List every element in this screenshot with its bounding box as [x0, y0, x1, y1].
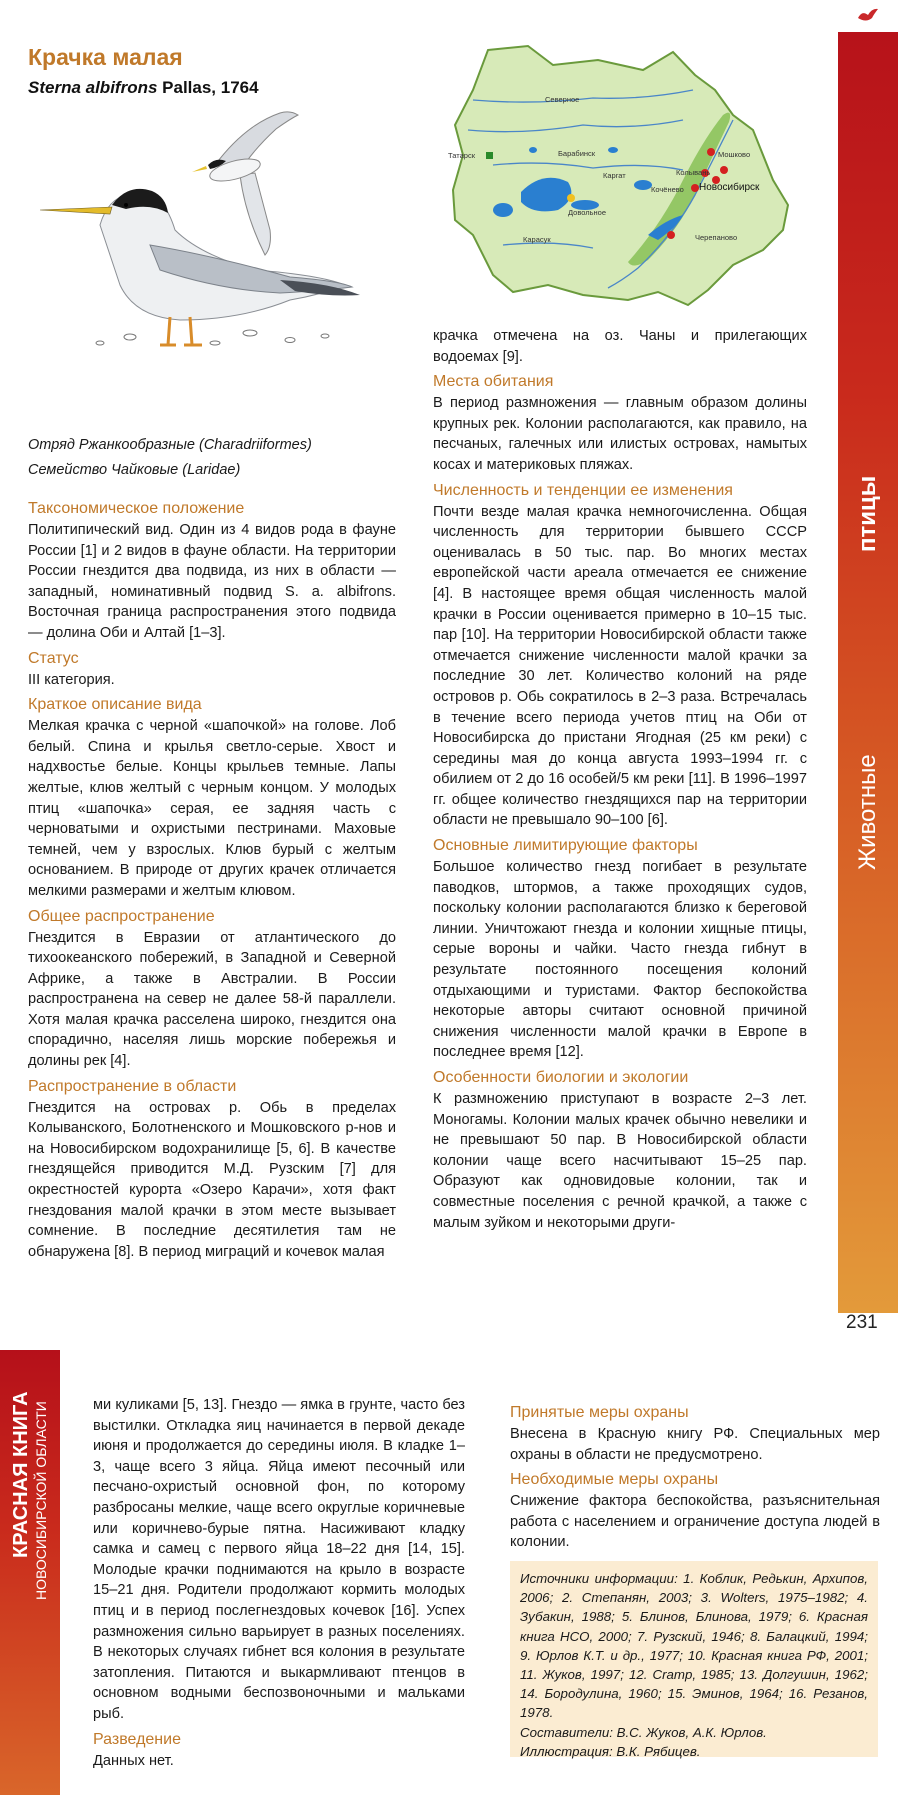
text-regional-range: Гнездится на островах р. Обь в пределах Колыванского, Болотненского и Мошковского р-нов и на Новосибирском водохранилище [5, 6]. В качестве гнездящейся приводится М.Д. Рузским [7] для окрестностей курорта «Озеро Карачи», хотя факт гнездования малой крачки в этом месте вызывает сомнение. В последние десятилетия там не обнаружена [8]. В период миграций и кочевок малая — [28, 1099, 396, 1260]
sources-text: Источники информации: 1. Коблик, Редькин, Архипов, 2006; 2. Степанян, 2003; 3. Wolters, 1975–1982; 4. Зубакин, 1988; 5. Блинов, Блинова, 1979; 6. Красная книга НСО, 2000; 7. Рузский, 1946; 8. Балацкий, 1994; 9. Юрлов К.Т. и др., 1977; 10. Красная книга РФ, 2001; 11. Жуков, 1997; 12. Cramp, 1985; 13. Долгушин, 1962; 14. Бородулина, 1960; 15. Эминов, 1964; 16. Резанов, 1978. — [520, 1571, 868, 1721]
map-label-severnoe: Северное — [545, 95, 580, 104]
map-label-kolyvan: Колывань — [676, 168, 711, 177]
side-label-kingdom: Животные — [854, 754, 881, 870]
column-2 — [433, 326, 807, 1233]
sidebar-top — [838, 0, 898, 32]
heading-general-range: Общее распространение — [28, 907, 215, 925]
heading-habitat: Места обитания — [433, 373, 554, 391]
page-number: 231 — [846, 1312, 878, 1333]
map-label-karasuk: Карасук — [523, 235, 551, 244]
latin-name: Sterna albifrons — [28, 78, 158, 97]
latin-name-line — [28, 78, 259, 98]
illustration-credit: Иллюстрация: В.К. Рябицев. — [520, 1743, 701, 1759]
text-population: Почти везде малая крачка немногочисленна. Общая численность для территории бывшего СССР оценивалась в 50 тыс. пар. Во многих местах европейской части ареала отмечается ее снижение [4]. В настоящее время общая численность малой крачки в России оценивается примерно в 10–15 тыс. пар [10]. На территории Новосибирской области также отмечается снижение численности малой крачки за последние 30 лет. Количество колоний на ряде островов р. Обь сократилось в 2–3 раза. Встречалась в течение всего периода учетов птиц на Оби от Новосибирска до пристани Ягодная (25 км реки) с середины мая до конца августа 1993–1994 гг. с обилием от 2 до 16 особей/5 км реки [11]. В 1996–1997 гг. общее количество гнездящихся пар на территории области не превышало 90–100 [6]. — [433, 503, 807, 829]
column-4 — [510, 1398, 880, 1553]
map-label-kargat: Каргат — [603, 171, 626, 180]
heading-limiting-factors: Основные лимитирующие факторы — [433, 837, 698, 855]
text-status: III категория. — [28, 671, 115, 688]
book-sidebar — [0, 1350, 60, 1795]
text-habitat: В период размножения — главным образом долины крупных рек. Колонии располагаются, как правило, на песчаных, галечных или илистых островах, намытых косах и материковых пляжах. — [433, 395, 807, 473]
column-3 — [93, 1395, 465, 1771]
family-line: Семейство Чайковые (Laridae) — [28, 462, 241, 478]
taxonomy-lines — [28, 433, 312, 483]
side-label-book: КРАСНАЯ КНИГА — [10, 1391, 32, 1558]
text-biology: К размножению приступают в возрасте 2–3 лет. Моногамы. Колонии малых крачек обычно невелики и не превышают 50 пар. В Новосибирской области колонии чаще всего насчитывают 15–25 пар. Образуют как одновидовые колонии, так и совместные поселения с речной крачкой, а также с малым зуйком и некоторыми други- — [433, 1091, 807, 1231]
compilers-line: Составители: В.С. Жуков, А.К. Юрлов. — [520, 1724, 767, 1740]
text-breeding: Данных нет. — [93, 1752, 174, 1769]
order-line: Отряд Ржанкообразные (Charadriiformes) — [28, 437, 312, 453]
heading-measures-taken: Принятые меры охраны — [510, 1404, 689, 1421]
heading-description: Краткое описание вида — [28, 696, 202, 714]
heading-status: Статус — [28, 649, 79, 667]
tern-illustration — [40, 105, 395, 425]
section-sidebar — [838, 0, 898, 1313]
bird-logo-icon — [856, 6, 880, 24]
side-label-region: НОВОСИБИРСКОЙ ОБЛАСТИ — [33, 1401, 49, 1600]
map-label-kochenevo: Кочёнево — [651, 185, 684, 194]
column-1 — [28, 494, 396, 1262]
sources-box — [510, 1561, 878, 1757]
heading-biology: Особенности биологии и экологии — [433, 1069, 689, 1086]
text-description: Мелкая крачка с черной «шапочкой» на голове. Лоб белый. Спина и крылья светло-серые. Хвост и надхвостье белые. Концы крыльев темные. Лапы желтые, клюв желтый с черным концом. У молодых птиц «шапочка» серая, ее задняя часть с черноватыми и охристыми пестринами. Маховые темней, чем у взрослых. Клюв бурый с желтым основанием. В природе от других крачек отличается мелкими размерами и желтым клювом. — [28, 718, 396, 899]
text-measures-needed: Снижение фактора беспокойства, разъяснительная работа с населением и ограничение доступа людей в колонии. — [510, 1493, 880, 1551]
heading-breeding: Разведение — [93, 1730, 181, 1748]
latin-author: Pallas, 1764 — [162, 78, 259, 97]
map-label-moshkovo: Мошково — [718, 150, 751, 159]
heading-measures-needed: Необходимые меры охраны — [510, 1471, 719, 1489]
map-label-novosibirsk: Новосибирск — [699, 182, 760, 193]
text-limiting-factors: Большое количество гнезд погибает в результате паводков, штормов, а также проходящих судов, поскольку колонии располагаются близко к береговой линии. Уничтожают гнезда и колонии хищные птицы, серые вороны и чайки. Часто гнезда гибнут в результате постоянного посещения колоний отдыхающими и туристами. Фактор беспокойства некоторые авторы считают основной причиной снижения численности малой крачки в Европе в последнее время [12]. — [433, 859, 807, 1061]
heading-regional-range: Распространение в области — [28, 1077, 237, 1095]
map-label-tatarsk: Татарск — [448, 151, 475, 160]
pebbles-drawing — [96, 330, 329, 345]
map-label-barabinsk: Барабинск — [558, 149, 596, 158]
heading-population: Численность и тенденции ее изменения — [433, 481, 733, 499]
map-label-dovolnoe: Довольное — [568, 208, 607, 217]
flying-tern-drawing — [192, 112, 298, 255]
map-label-cherepanovo: Черепаново — [695, 233, 738, 242]
species-title: Крачка малая — [28, 44, 183, 70]
heading-taxonomy: Таксономическое положение — [28, 500, 245, 517]
standing-tern-drawing — [40, 189, 360, 345]
text-taxonomy: Политипический вид. Один из 4 видов рода в фауне России [1] и 2 видов в фауне области. На территории России гнездится два подвида, из них в области — западный, номинативный подвид S. a. albifrons. Восточная граница распространения этого подвида — долина Оби и Алтай [1–3]. — [28, 522, 396, 641]
side-label-section: птицы — [854, 475, 881, 552]
distribution-map — [433, 30, 828, 330]
text-biology-continued: ми куликами [5, 13]. Гнездо — ямка в грунте, часто без выстилки. Откладка яиц начинается в первой декаде июня и продолжается до середины июля. В кладке 1–3, чаще всего 3 яйца. Яйца имеют песочный или песчано-охристый основной фон, по которому разбросаны мелкие, чаще всего округлые коричневые или коричнево-бурые пятна. Насиживают кладку самка и самец с первого яйца 18–22 дня [14, 15]. Молодые крачки поднимаются на крыло в возрасте 15–21 дня. Родители продолжают кормить молодых птиц и в период послегнездовых кочевок [16]. Успех размножения сильно варьирует в разных поселениях. В некоторых случаях гибнет вся колония в результате затопления. Питаются и выкармливают птенцов в основном водными беспозвоночными и мальками рыб. — [93, 1397, 465, 1722]
text-regional-range-continued: крачка отмечена на оз. Чаны и прилегающих водоемах [9]. — [433, 328, 807, 365]
text-general-range: Гнездится в Евразии от атлантического до тихоокеанского побережий, в Западной и Северной Африке, а также в Австралии. В России распространена на север не далее 58-й параллели. Хотя малая крачка расселена широко, гнездится она спорадично, населяя лишь морские побережья и долины рек [4]. — [28, 929, 396, 1070]
text-measures-taken: Внесена в Красную книгу РФ. Специальных мер охраны в области не предусмотрено. — [510, 1426, 880, 1463]
